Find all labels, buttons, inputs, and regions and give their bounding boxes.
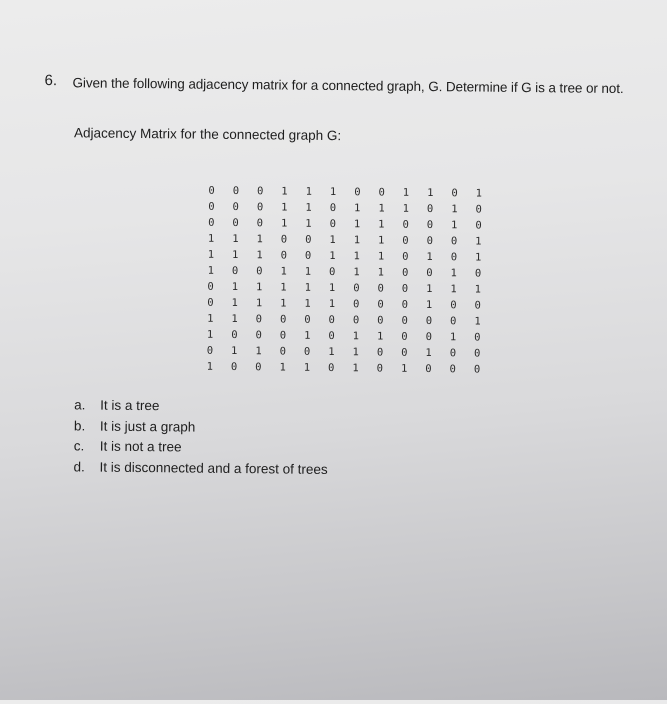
matrix-cell: 0 — [280, 233, 288, 246]
matrix-cell: 1 — [231, 344, 238, 358]
matrix-cell: 0 — [354, 186, 361, 199]
matrix-cell: 0 — [304, 313, 311, 326]
matrix-cell: 1 — [378, 218, 385, 231]
matrix-cell: 1 — [279, 361, 286, 374]
matrix-cell: 0 — [449, 347, 457, 360]
matrix-cell: 0 — [450, 315, 457, 328]
matrix-cell: 1 — [255, 345, 262, 358]
matrix-cell: 0 — [401, 298, 409, 311]
matrix-cell: 0 — [305, 233, 312, 246]
answer-option — [74, 416, 328, 439]
matrix-cell: 1 — [402, 186, 410, 199]
matrix-cell: 0 — [232, 216, 239, 230]
matrix-cell: 0 — [232, 184, 240, 198]
matrix-cell: 0 — [303, 345, 311, 358]
adjacency-matrix — [207, 183, 501, 378]
matrix-cell: 1 — [255, 297, 263, 310]
matrix-cell: 1 — [449, 331, 457, 344]
matrix-cell: 0 — [207, 296, 214, 309]
matrix-cell: 0 — [255, 361, 262, 374]
matrix-cell: 1 — [451, 219, 458, 232]
matrix-cell: 1 — [303, 361, 311, 374]
question-text: Given the following adjacency matrix for a connected graph, G. Determine if G is a tree or not. — [72, 75, 624, 97]
matrix-cell: 1 — [474, 315, 481, 328]
matrix-cell: 0 — [256, 185, 264, 198]
matrix-cell: 0 — [329, 265, 336, 279]
matrix-cell: 1 — [328, 281, 336, 295]
matrix-cell: 0 — [279, 329, 287, 342]
matrix-cell: 0 — [474, 267, 482, 280]
matrix-cell: 1 — [304, 265, 312, 278]
matrix-cell: 0 — [208, 184, 215, 197]
matrix-cell: 1 — [256, 233, 263, 246]
answer-option — [73, 457, 327, 480]
matrix-cell: 0 — [352, 298, 360, 311]
matrix-cell: 1 — [328, 345, 335, 359]
matrix-cell: 0 — [402, 250, 409, 263]
matrix-cell: 0 — [401, 314, 408, 327]
matrix-cell: 1 — [207, 264, 215, 277]
matrix-cell: 0 — [279, 345, 287, 358]
option-text: It is disconnected and a forest of trees — [99, 459, 328, 477]
matrix-cell: 1 — [281, 201, 288, 214]
matrix-cell: 1 — [377, 250, 385, 263]
matrix-cell: 1 — [305, 217, 312, 230]
option-text: It is not a tree — [99, 438, 182, 455]
matrix-cell: 0 — [328, 329, 335, 343]
matrix-cell: 0 — [474, 299, 481, 312]
matrix-cell: 1 — [353, 250, 360, 263]
matrix-cell: 1 — [376, 330, 384, 343]
matrix-cell: 1 — [232, 232, 239, 246]
matrix-cell: 1 — [377, 234, 385, 247]
matrix-cell: 0 — [256, 201, 264, 214]
matrix-cell: 0 — [450, 235, 458, 248]
matrix-cell: 1 — [353, 234, 361, 247]
matrix-cell: 1 — [231, 296, 238, 310]
matrix-cell: 1 — [402, 202, 410, 215]
matrix-cell: 1 — [281, 185, 288, 198]
matrix-cell: 1 — [353, 266, 360, 279]
matrix-cell: 1 — [206, 360, 213, 373]
matrix-cell: 1 — [304, 297, 311, 310]
matrix-cell: 0 — [451, 187, 458, 200]
matrix-cell: 1 — [255, 281, 263, 294]
matrix-cell: 0 — [279, 313, 287, 326]
matrix-cell: 1 — [426, 283, 433, 296]
matrix-cell: 1 — [207, 312, 214, 325]
matrix-cell: 0 — [377, 314, 384, 327]
matrix-cell: 1 — [426, 251, 433, 264]
matrix-cell: 0 — [329, 217, 336, 231]
matrix-cell: 1 — [304, 281, 312, 294]
matrix-cell: 1 — [256, 249, 263, 262]
matrix-cell: 0 — [256, 265, 263, 278]
matrix-cell: 1 — [280, 281, 287, 294]
matrix-cell: 1 — [377, 266, 385, 279]
matrix-cell: 1 — [450, 283, 457, 296]
matrix-cell: 0 — [377, 282, 384, 295]
matrix-cell: 0 — [232, 200, 239, 214]
matrix-cell: 0 — [206, 344, 214, 357]
matrix-cell: 0 — [304, 249, 312, 262]
matrix-cell: 1 — [353, 202, 361, 215]
answer-options — [73, 395, 328, 480]
matrix-cell: 0 — [328, 361, 335, 375]
matrix-cell: 1 — [304, 329, 311, 342]
matrix-cell: 0 — [401, 282, 409, 295]
matrix-cell: 1 — [231, 280, 239, 294]
matrix-cell: 0 — [425, 315, 433, 328]
option-letter: d. — [73, 458, 85, 474]
matrix-cell: 0 — [208, 216, 215, 229]
matrix-cell: 1 — [352, 362, 359, 375]
matrix-cell: 0 — [402, 234, 409, 247]
matrix-cell: 0 — [450, 251, 458, 264]
matrix-cell: 1 — [450, 267, 457, 280]
matrix-cell: 0 — [425, 363, 432, 376]
matrix-cell: 0 — [329, 201, 337, 215]
matrix-cell: 1 — [425, 347, 432, 360]
matrix-cell: 0 — [256, 217, 264, 230]
matrix-cell: 0 — [377, 298, 384, 311]
matrix-cell: 1 — [475, 187, 483, 200]
matrix-cell: 0 — [401, 346, 408, 359]
matrix-cell: 0 — [425, 331, 432, 344]
matrix-cell: 1 — [475, 235, 482, 248]
matrix-cell: 1 — [474, 251, 482, 264]
matrix-cell: 1 — [328, 297, 336, 311]
matrix-cell: 0 — [426, 203, 434, 216]
matrix-cell: 0 — [280, 249, 288, 262]
matrix-cell: 0 — [353, 282, 360, 295]
matrix-cell: 1 — [207, 232, 215, 245]
matrix-cell: 1 — [378, 202, 385, 215]
matrix-cell: 0 — [255, 313, 263, 326]
matrix-cell: 1 — [207, 248, 215, 261]
matrix-cell: 0 — [401, 330, 408, 343]
matrix-cell: 1 — [474, 283, 482, 296]
option-letter: c. — [73, 438, 85, 454]
matrix-cell: 0 — [473, 347, 481, 360]
matrix-cell: 1 — [425, 299, 433, 312]
matrix-cell: 0 — [231, 328, 238, 342]
matrix-cell: 0 — [450, 299, 457, 312]
answer-option — [74, 436, 328, 459]
matrix-cell: 0 — [352, 314, 360, 327]
matrix-cell: 0 — [449, 363, 456, 376]
matrix-cell: 1 — [329, 233, 336, 247]
matrix-cell: 0 — [378, 186, 385, 199]
matrix-cell: 0 — [426, 267, 433, 280]
matrix-cell: 0 — [376, 346, 384, 359]
matrix-cell: 0 — [231, 264, 239, 278]
matrix-cell: 1 — [329, 249, 336, 263]
answer-option — [74, 395, 328, 418]
matrix-cell: 1 — [400, 362, 408, 375]
matrix-cell: 1 — [353, 218, 361, 231]
matrix-cell: 1 — [451, 203, 458, 216]
matrix-cell: 1 — [427, 187, 434, 200]
matrix-cell: 1 — [352, 330, 360, 343]
matrix-cell: 1 — [206, 328, 214, 341]
matrix-cell: 1 — [280, 297, 287, 310]
matrix-cell: 1 — [280, 217, 288, 230]
matrix-cell: 0 — [376, 362, 384, 375]
matrix-cell: 0 — [473, 363, 481, 376]
matrix-cell: 0 — [426, 235, 433, 248]
matrix-cell: 0 — [255, 329, 262, 342]
matrix-cell: 0 — [475, 203, 482, 216]
option-text: It is just a graph — [99, 418, 196, 435]
matrix-cell: 1 — [305, 201, 312, 214]
matrix-cell: 0 — [208, 200, 215, 213]
question-number: 6. — [44, 71, 58, 90]
option-letter: b. — [73, 417, 86, 433]
matrix-cell: 0 — [426, 219, 434, 232]
matrix-cell: 1 — [305, 185, 313, 198]
matrix-cell: 1 — [329, 185, 337, 199]
matrix-cell: 1 — [232, 248, 239, 262]
option-letter: a. — [74, 397, 86, 413]
matrix-cell: 0 — [207, 280, 214, 293]
option-text: It is a tree — [100, 397, 160, 414]
matrix-cell: 1 — [231, 312, 238, 326]
matrix-cell: 0 — [401, 266, 409, 279]
matrix-title: Adjacency Matrix for the connected graph G: — [73, 125, 342, 144]
matrix-cell: 0 — [475, 219, 482, 232]
matrix-cell: 0 — [402, 218, 409, 231]
matrix-cell: 0 — [474, 331, 481, 344]
matrix-cell: 1 — [352, 346, 359, 359]
matrix-cell: 1 — [280, 265, 287, 278]
matrix-cell: 0 — [230, 360, 238, 374]
matrix-row — [207, 359, 499, 378]
matrix-cell: 0 — [328, 313, 335, 327]
